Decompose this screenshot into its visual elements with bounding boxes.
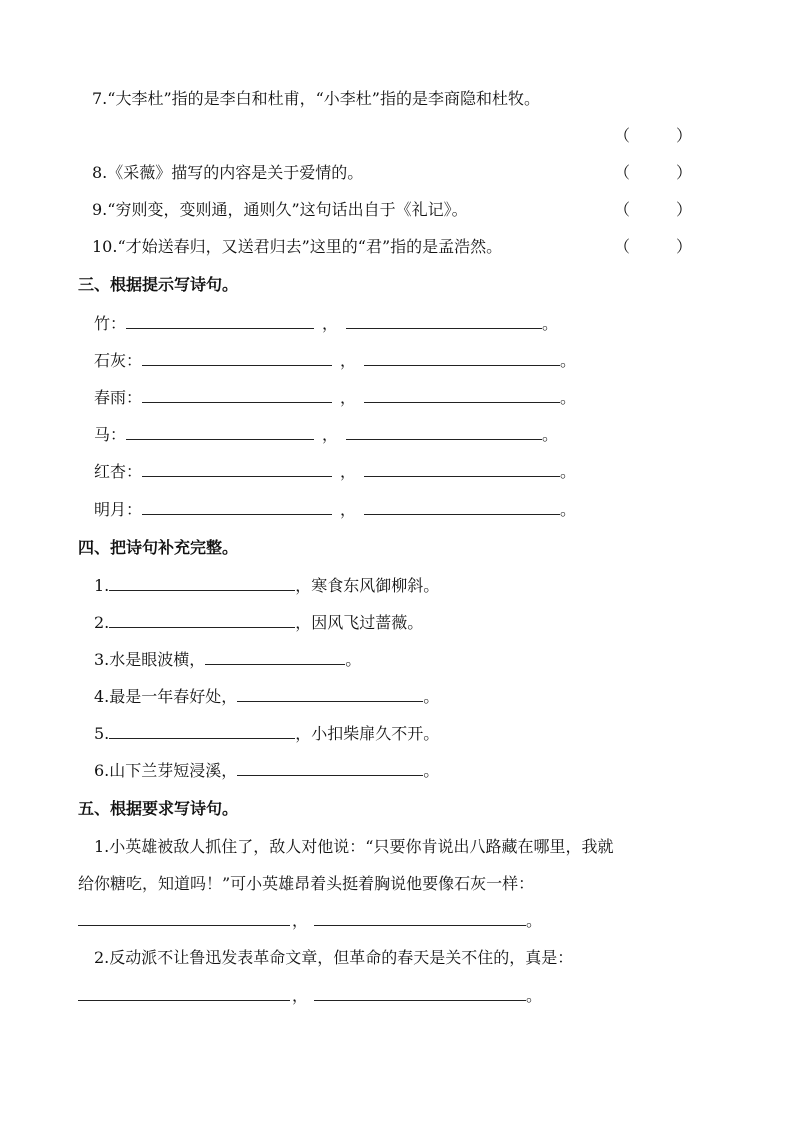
prompt-label: 红杏： — [94, 462, 143, 481]
q1-answer-line — [78, 910, 542, 932]
section5-heading: 五、根据要求写诗句。 — [78, 799, 239, 818]
item-number: 2. — [94, 613, 110, 632]
answer-blank[interactable] — [205, 650, 345, 665]
answer-blank[interactable] — [109, 724, 295, 739]
answer-blank[interactable] — [364, 388, 560, 403]
tf-answer-9[interactable] — [614, 199, 692, 221]
comma: ， — [340, 388, 357, 407]
paren-open: （ — [614, 200, 631, 219]
paren-close: ） — [676, 237, 693, 256]
paren-open: （ — [614, 237, 631, 256]
poem-prompt-horse — [94, 424, 558, 446]
paren-close: ） — [676, 163, 693, 182]
period: 。 — [345, 650, 362, 669]
answer-blank[interactable] — [142, 462, 332, 477]
paren-open: （ — [614, 163, 631, 182]
answer-blank[interactable] — [142, 388, 332, 403]
verse-text: ，寒食东风御柳斜。 — [295, 576, 440, 595]
fill-item-4 — [94, 686, 439, 708]
answer-blank[interactable] — [314, 911, 526, 926]
answer-blank[interactable] — [346, 425, 542, 440]
answer-blank[interactable] — [314, 986, 526, 1001]
verse-text: ，小扣柴扉久不开。 — [295, 724, 440, 743]
period: 。 — [526, 911, 543, 930]
answer-blank[interactable] — [237, 687, 423, 702]
fill-item-5 — [94, 723, 439, 745]
paren-close: ） — [676, 200, 693, 219]
prompt-label: 明月： — [94, 500, 143, 519]
answer-blank[interactable] — [364, 500, 560, 515]
item-number: 1. — [94, 576, 110, 595]
answer-blank[interactable] — [346, 314, 542, 329]
tf-answer-10[interactable] — [614, 236, 692, 258]
tf-item-8: 8.《采薇》描写的内容是关于爱情的。 — [92, 163, 364, 182]
section4-heading: 四、把诗句补充完整。 — [78, 538, 239, 557]
comma: ， — [292, 986, 309, 1005]
answer-blank[interactable] — [78, 986, 290, 1001]
answer-blank[interactable] — [237, 761, 423, 776]
answer-blank[interactable] — [109, 576, 295, 591]
verse-text: 4.最是一年春好处， — [94, 687, 238, 706]
prompt-label: 石灰： — [94, 351, 143, 370]
paren-close: ） — [676, 126, 693, 145]
answer-blank[interactable] — [142, 500, 332, 515]
q2-text-line1: 2.反动派不让鲁迅发表革命文章，但革命的春天是关不住的，真是： — [94, 948, 574, 967]
comma: ， — [340, 351, 357, 370]
tf-answer-8[interactable] — [614, 162, 692, 184]
period: 。 — [560, 500, 577, 519]
tf-answer-7[interactable] — [614, 125, 692, 147]
comma: ， — [292, 911, 309, 930]
fill-item-3 — [94, 649, 361, 671]
answer-blank[interactable] — [109, 613, 295, 628]
verse-text: 6.山下兰芽短浸溪， — [94, 761, 238, 780]
answer-blank[interactable] — [126, 425, 314, 440]
prompt-label: 春雨： — [94, 388, 143, 407]
item-number: 5. — [94, 724, 110, 743]
tf-item-9: 9.“穷则变，变则通，通则久”这句话出自于《礼记》。 — [92, 200, 468, 219]
fill-item-1 — [94, 575, 439, 597]
q1-text-line1: 1.小英雄被敌人抓住了，敌人对他说：“只要你肯说出八路藏在哪里，我就 — [94, 837, 614, 856]
poem-prompt-spring-rain — [94, 387, 576, 409]
period: 。 — [560, 388, 577, 407]
verse-text: ，因风飞过蔷薇。 — [295, 613, 424, 632]
poem-prompt-red-apricot — [94, 461, 576, 483]
answer-blank[interactable] — [364, 351, 560, 366]
prompt-label: 马： — [94, 425, 127, 444]
period: 。 — [560, 462, 577, 481]
comma: ， — [322, 314, 339, 333]
comma: ， — [340, 500, 357, 519]
tf-item-10: 10.“才始送春归，又送君归去”这里的“君”指的是孟浩然。 — [92, 237, 503, 256]
answer-blank[interactable] — [142, 351, 332, 366]
period: 。 — [423, 687, 440, 706]
answer-blank[interactable] — [78, 911, 290, 926]
period: 。 — [542, 314, 559, 333]
comma: ， — [322, 425, 339, 444]
fill-item-6 — [94, 760, 439, 782]
answer-blank[interactable] — [126, 314, 314, 329]
q1-text-line2: 给你糖吃，知道吗！”可小英雄昂着头挺着胸说他要像石灰一样： — [78, 874, 535, 893]
section3-heading: 三、根据提示写诗句。 — [78, 275, 239, 294]
paren-open: （ — [614, 126, 631, 145]
period: 。 — [560, 351, 577, 370]
poem-prompt-bamboo — [94, 313, 558, 335]
tf-item-7: 7.“大李杜”指的是李白和杜甫，“小李杜”指的是李商隐和杜牧。 — [92, 89, 540, 108]
period: 。 — [423, 761, 440, 780]
fill-item-2 — [94, 612, 423, 634]
verse-text: 3.水是眼波横， — [94, 650, 206, 669]
comma: ， — [340, 462, 357, 481]
period: 。 — [526, 986, 543, 1005]
answer-blank[interactable] — [364, 462, 560, 477]
q2-answer-line — [78, 985, 542, 1007]
poem-prompt-lime — [94, 350, 576, 372]
period: 。 — [542, 425, 559, 444]
poem-prompt-bright-moon — [94, 499, 576, 521]
prompt-label: 竹： — [94, 314, 127, 333]
